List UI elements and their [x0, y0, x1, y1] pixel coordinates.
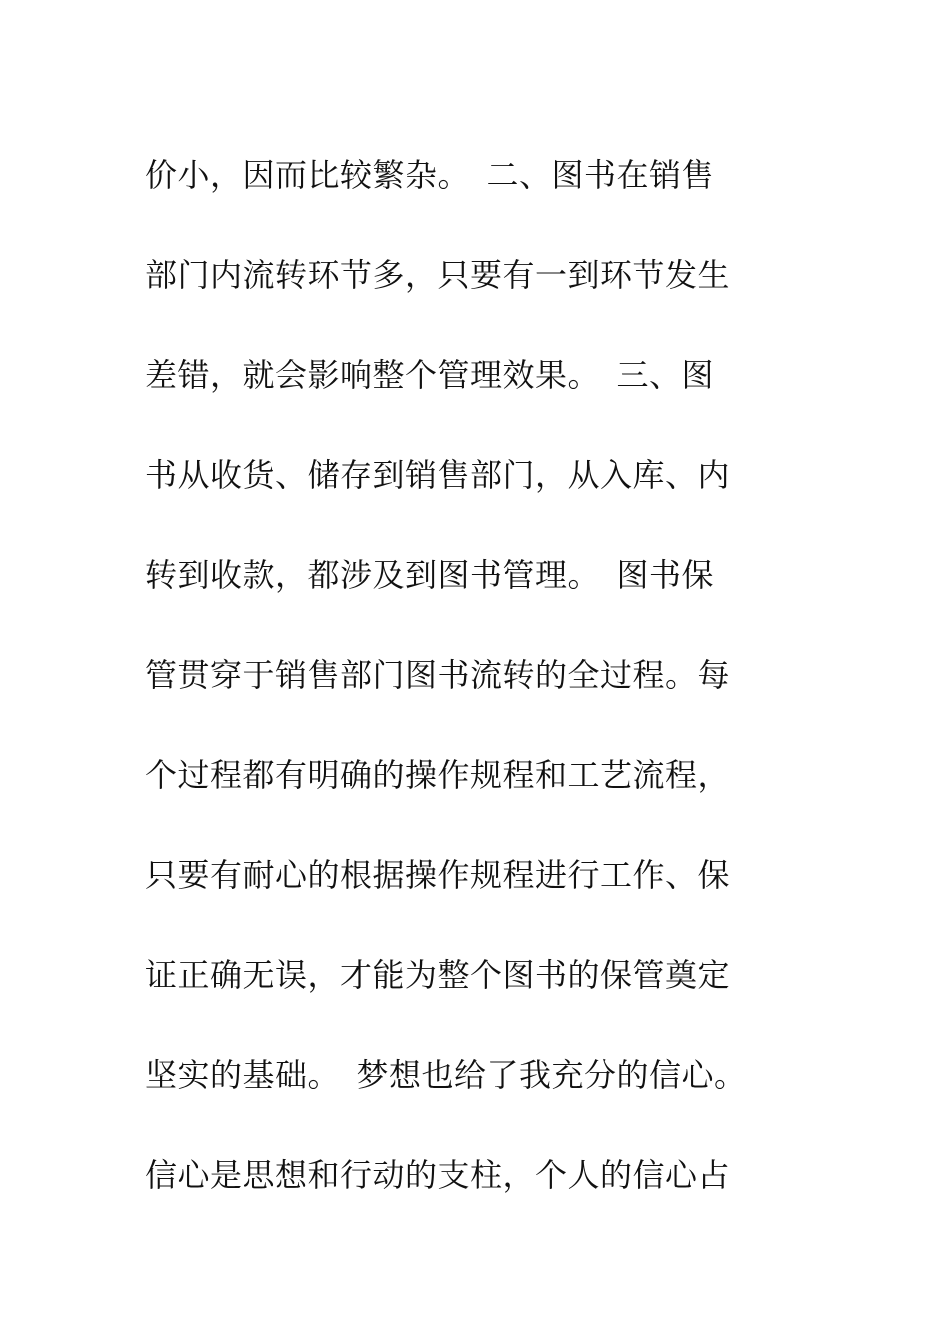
text-line: 信心是思想和行动的支柱，个人的信心占: [145, 1156, 731, 1194]
text-line: 证正确无误，才能为整个图书的保管奠定: [145, 956, 731, 994]
text-line: 书从收货、储存到销售部门，从入库、内: [145, 456, 731, 494]
text-line: 部门内流转环节多，只要有一到环节发生: [145, 256, 731, 294]
text-line: 个过程都有明确的操作规程和工艺流程，: [145, 756, 731, 794]
text-line: 坚实的基础。 梦想也给了我充分的信心。: [145, 1056, 747, 1094]
text-line: 管贯穿于销售部门图书流转的全过程。每: [145, 656, 731, 694]
text-line: 差错，就会影响整个管理效果。 三、图: [145, 356, 715, 394]
text-line: 价小，因而比较繁杂。 二、图书在销售: [145, 156, 715, 194]
text-line: 转到收款，都涉及到图书管理。 图书保: [145, 556, 715, 594]
body-text: [145, 125, 865, 1225]
text-line: 只要有耐心的根据操作规程进行工作、保: [145, 856, 731, 894]
